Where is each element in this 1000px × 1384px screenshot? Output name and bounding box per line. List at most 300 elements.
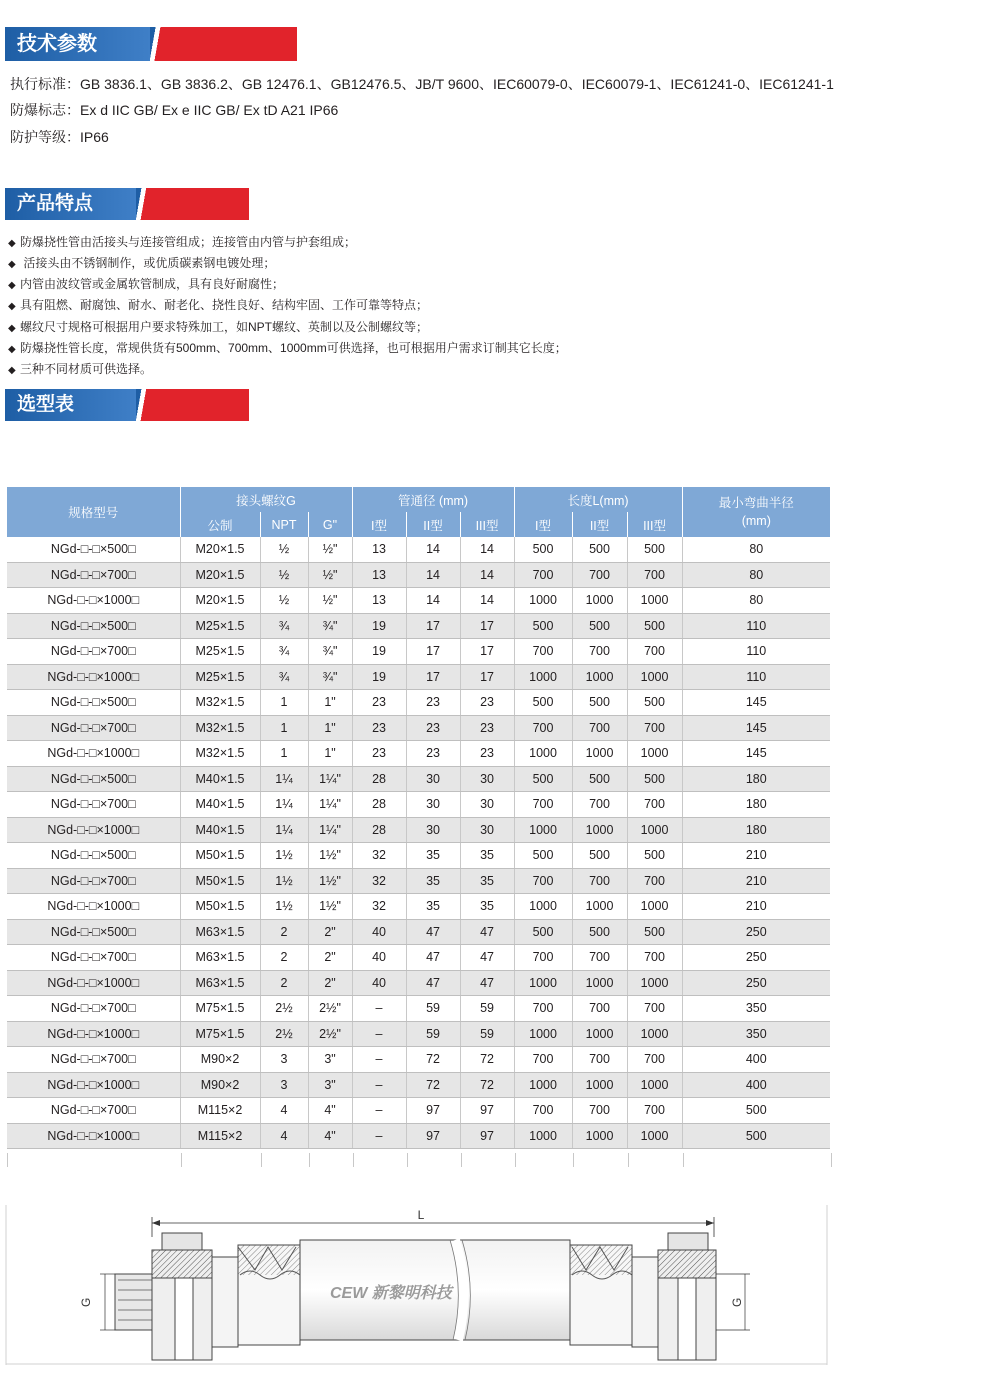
col-header-bend-radius: 最小弯曲半径 (mm) [682, 487, 830, 537]
spec-value: Ex d IIC GB/ Ex e IIC GB/ Ex tD A21 IP66 [80, 102, 339, 118]
cell-npt: 3 [260, 1072, 308, 1098]
cell-g-thread: 1½" [308, 843, 352, 869]
cell-bore-ii: 17 [406, 664, 460, 690]
cell-bend-radius: 110 [682, 639, 830, 665]
cell-bore-i: – [352, 1047, 406, 1073]
table-row [7, 537, 830, 562]
cell-length-i: 1000 [514, 664, 572, 690]
hose-drawing [0, 1195, 1000, 1384]
cell-bore-ii: 72 [406, 1072, 460, 1098]
cell-npt: 4 [260, 1098, 308, 1124]
g-label-left: G [79, 1297, 93, 1307]
cell-length-iii: 1000 [627, 1072, 682, 1098]
cell-g-thread: ½" [308, 588, 352, 614]
cell-length-i: 700 [514, 1047, 572, 1073]
cell-length-ii: 700 [572, 639, 627, 665]
feature-item [8, 233, 356, 250]
cell-bore-i: 23 [352, 690, 406, 716]
cell-bore-i: 40 [352, 970, 406, 996]
cell-npt: 4 [260, 1123, 308, 1149]
cell-npt: ½ [260, 562, 308, 588]
bullet-icon: ◆ [8, 280, 16, 291]
cell-bore-ii: 35 [406, 868, 460, 894]
cell-bore-ii: 30 [406, 792, 460, 818]
cell-bore-iii: 97 [460, 1098, 514, 1124]
cell-npt: 2 [260, 919, 308, 945]
cell-g-thread: 1¼" [308, 766, 352, 792]
table-row [7, 690, 830, 716]
sub-header-length-type3: III型 [627, 512, 682, 537]
section-header-features [5, 188, 249, 220]
cell-length-i: 700 [514, 792, 572, 818]
cell-length-iii: 1000 [627, 1021, 682, 1047]
cell-bore-i: 19 [352, 664, 406, 690]
cell-bore-iii: 14 [460, 562, 514, 588]
cell-g-thread: 1" [308, 741, 352, 767]
cell-bore-ii: 72 [406, 1047, 460, 1073]
cell-length-ii: 1000 [572, 1123, 627, 1149]
cell-g-thread: 1½" [308, 868, 352, 894]
cell-bore-iii: 47 [460, 970, 514, 996]
cell-bore-i: 28 [352, 817, 406, 843]
cell-npt: 2 [260, 945, 308, 971]
cell-length-i: 1000 [514, 741, 572, 767]
table-row [7, 766, 830, 792]
cell-bore-ii: 35 [406, 843, 460, 869]
cell-g-thread: 2½" [308, 1021, 352, 1047]
cell-npt: ½ [260, 588, 308, 614]
cell-model: NGd-□-□×700□ [7, 1047, 180, 1073]
cell-model: NGd-□-□×500□ [7, 537, 180, 562]
cell-length-i: 1000 [514, 1021, 572, 1047]
cell-model: NGd-□-□×1000□ [7, 1072, 180, 1098]
cell-bend-radius: 80 [682, 588, 830, 614]
cell-model: NGd-□-□×500□ [7, 766, 180, 792]
cell-length-ii: 1000 [572, 1072, 627, 1098]
cell-length-ii: 700 [572, 792, 627, 818]
cell-bore-i: – [352, 1021, 406, 1047]
bullet-icon: ◆ [8, 238, 16, 249]
cell-bend-radius: 350 [682, 996, 830, 1022]
cell-bend-radius: 210 [682, 868, 830, 894]
cell-metric-thread: M90×2 [180, 1072, 260, 1098]
cell-length-iii: 1000 [627, 970, 682, 996]
cell-metric-thread: M63×1.5 [180, 919, 260, 945]
cell-model: NGd-□-□×700□ [7, 639, 180, 665]
cell-bore-ii: 47 [406, 919, 460, 945]
cell-length-iii: 700 [627, 945, 682, 971]
bullet-icon: ◆ [8, 259, 16, 270]
cell-bend-radius: 210 [682, 894, 830, 920]
sub-header-bore-type1: I型 [352, 512, 406, 537]
cell-length-i: 1000 [514, 970, 572, 996]
cell-bend-radius: 80 [682, 537, 830, 562]
cell-bore-iii: 23 [460, 715, 514, 741]
cell-bend-radius: 400 [682, 1047, 830, 1073]
cell-metric-thread: M115×2 [180, 1098, 260, 1124]
cell-length-ii: 500 [572, 537, 627, 562]
cell-bore-ii: 30 [406, 817, 460, 843]
cell-length-ii: 700 [572, 868, 627, 894]
cell-g-thread: 1¼" [308, 792, 352, 818]
feature-item [8, 360, 152, 377]
svg-text:CEW 新黎明科技: CEW 新黎明科技 [330, 1285, 452, 1302]
cell-bore-ii: 97 [406, 1123, 460, 1149]
cell-length-iii: 1000 [627, 817, 682, 843]
cell-length-i: 700 [514, 715, 572, 741]
cell-length-i: 1000 [514, 1123, 572, 1149]
section-header-selection [5, 389, 249, 421]
feature-text: 螺纹尺寸规格可根据用户要求特殊加工，如NPT螺纹、英制以及公制螺纹等； [20, 320, 429, 334]
cell-bore-iii: 59 [460, 1021, 514, 1047]
cell-length-i: 500 [514, 613, 572, 639]
cell-metric-thread: M25×1.5 [180, 639, 260, 665]
cell-metric-thread: M25×1.5 [180, 664, 260, 690]
cell-bore-iii: 59 [460, 996, 514, 1022]
cell-metric-thread: M63×1.5 [180, 945, 260, 971]
cell-length-i: 1000 [514, 1072, 572, 1098]
bullet-icon: ◆ [8, 301, 16, 312]
cell-model: NGd-□-□×1000□ [7, 588, 180, 614]
cell-npt: 2½ [260, 1021, 308, 1047]
table-row [7, 1072, 830, 1098]
cell-npt: 1½ [260, 843, 308, 869]
cell-bore-iii: 14 [460, 588, 514, 614]
cell-length-iii: 700 [627, 562, 682, 588]
cell-bend-radius: 145 [682, 741, 830, 767]
table-row [7, 639, 830, 665]
table-row [7, 715, 830, 741]
cell-length-ii: 500 [572, 766, 627, 792]
bullet-icon: ◆ [8, 323, 16, 334]
cell-bore-iii: 72 [460, 1072, 514, 1098]
cell-g-thread: ¾" [308, 639, 352, 665]
cell-length-iii: 500 [627, 766, 682, 792]
cell-bend-radius: 350 [682, 1021, 830, 1047]
cell-bore-iii: 47 [460, 919, 514, 945]
cell-metric-thread: M40×1.5 [180, 817, 260, 843]
table-row [7, 1098, 830, 1124]
cell-metric-thread: M40×1.5 [180, 792, 260, 818]
cell-length-ii: 500 [572, 690, 627, 716]
cell-length-i: 500 [514, 919, 572, 945]
cell-bend-radius: 250 [682, 919, 830, 945]
spec-ex-mark [10, 100, 338, 120]
feature-item [8, 339, 567, 356]
cell-metric-thread: M40×1.5 [180, 766, 260, 792]
section-title: 选型表 [5, 389, 136, 421]
cell-npt: 1 [260, 741, 308, 767]
table-row [7, 868, 830, 894]
cell-bore-i: 32 [352, 843, 406, 869]
feature-item [8, 275, 284, 292]
cell-bore-i: 19 [352, 613, 406, 639]
cell-model: NGd-□-□×700□ [7, 715, 180, 741]
feature-text: 活接头由不锈钢制作，或优质碳素钢电镀处理； [20, 256, 276, 270]
cell-npt: 1 [260, 715, 308, 741]
cell-length-ii: 500 [572, 843, 627, 869]
cell-bore-iii: 47 [460, 945, 514, 971]
cell-bend-radius: 145 [682, 690, 830, 716]
cell-bore-i: 28 [352, 792, 406, 818]
cell-bore-i: 13 [352, 537, 406, 562]
cell-model: NGd-□-□×1000□ [7, 664, 180, 690]
cell-npt: 3 [260, 1047, 308, 1073]
section-title: 技术参数 [5, 27, 150, 61]
cell-bend-radius: 500 [682, 1123, 830, 1149]
cell-bore-ii: 97 [406, 1098, 460, 1124]
sub-header-bore-type2: II型 [406, 512, 460, 537]
cell-npt: 2 [260, 970, 308, 996]
feature-text: 三种不同材质可供选择。 [20, 362, 153, 376]
cell-bore-ii: 35 [406, 894, 460, 920]
cell-bore-i: 13 [352, 562, 406, 588]
cell-bore-i: 23 [352, 741, 406, 767]
feature-text: 具有阻燃、耐腐蚀、耐水、耐老化、挠性良好、结构牢固、工作可靠等特点； [20, 298, 429, 312]
table-row [7, 894, 830, 920]
cell-bore-i: 32 [352, 894, 406, 920]
cell-metric-thread: M20×1.5 [180, 537, 260, 562]
cell-g-thread: ½" [308, 537, 352, 562]
cell-g-thread: 3" [308, 1072, 352, 1098]
feature-text: 内管由波纹管或金属软管制成，具有良好耐腐性； [20, 277, 285, 291]
cell-length-i: 500 [514, 766, 572, 792]
cell-model: NGd-□-□×500□ [7, 690, 180, 716]
table-row [7, 919, 830, 945]
cell-g-thread: 2" [308, 970, 352, 996]
cell-length-i: 500 [514, 843, 572, 869]
table-tail [7, 1153, 831, 1167]
g-label-right: G [730, 1297, 744, 1307]
cell-bore-ii: 14 [406, 562, 460, 588]
cell-length-i: 700 [514, 639, 572, 665]
cell-length-ii: 1000 [572, 894, 627, 920]
cell-length-iii: 700 [627, 1098, 682, 1124]
feature-text: 防爆挠性管由活接头与连接管组成；连接管由内管与护套组成； [20, 235, 357, 249]
cell-g-thread: 1" [308, 690, 352, 716]
cell-bore-ii: 23 [406, 690, 460, 716]
cell-bore-iii: 23 [460, 690, 514, 716]
table-row [7, 613, 830, 639]
cell-g-thread: ¾" [308, 664, 352, 690]
cell-model: NGd-□-□×1000□ [7, 1021, 180, 1047]
cell-model: NGd-□-□×1000□ [7, 894, 180, 920]
cell-npt: ½ [260, 537, 308, 562]
cell-bore-i: 13 [352, 588, 406, 614]
cell-model: NGd-□-□×1000□ [7, 970, 180, 996]
cell-npt: 2½ [260, 996, 308, 1022]
cell-length-iii: 500 [627, 613, 682, 639]
cell-bend-radius: 400 [682, 1072, 830, 1098]
cell-model: NGd-□-□×500□ [7, 613, 180, 639]
table-row [7, 970, 830, 996]
selection-table [7, 487, 830, 1149]
feature-item [8, 254, 275, 271]
cell-bore-iii: 97 [460, 1123, 514, 1149]
cell-npt: 1¼ [260, 792, 308, 818]
cell-length-ii: 700 [572, 562, 627, 588]
cell-metric-thread: M50×1.5 [180, 843, 260, 869]
cell-length-ii: 1000 [572, 664, 627, 690]
bullet-icon: ◆ [8, 344, 16, 355]
brand-logo [330, 1284, 455, 1302]
bullet-icon: ◆ [8, 365, 16, 376]
cell-length-iii: 700 [627, 868, 682, 894]
spec-value: IP66 [80, 129, 109, 145]
cell-bore-iii: 72 [460, 1047, 514, 1073]
cell-bore-i: 19 [352, 639, 406, 665]
spec-label: 执行标准： [10, 76, 80, 92]
section-header-tech [5, 27, 297, 61]
cell-model: NGd-□-□×500□ [7, 843, 180, 869]
cell-length-iii: 1000 [627, 894, 682, 920]
feature-item [8, 318, 428, 335]
cell-metric-thread: M63×1.5 [180, 970, 260, 996]
spec-label: 防护等级： [10, 129, 80, 145]
cell-bend-radius: 110 [682, 613, 830, 639]
sub-header-bore-type3: III型 [460, 512, 514, 537]
table-row [7, 843, 830, 869]
cell-bore-iii: 30 [460, 817, 514, 843]
cell-bore-i: – [352, 996, 406, 1022]
cell-length-iii: 500 [627, 537, 682, 562]
col-header-bore: 管通径 (mm) [352, 487, 514, 512]
table-row [7, 664, 830, 690]
spec-protection [10, 127, 109, 147]
cell-g-thread: 2" [308, 945, 352, 971]
cell-metric-thread: M75×1.5 [180, 1021, 260, 1047]
cell-g-thread: 1½" [308, 894, 352, 920]
cell-model: NGd-□-□×700□ [7, 996, 180, 1022]
cell-length-ii: 1000 [572, 588, 627, 614]
cell-npt: ¾ [260, 639, 308, 665]
cell-model: NGd-□-□×1000□ [7, 741, 180, 767]
cell-bore-ii: 59 [406, 996, 460, 1022]
cell-length-iii: 1000 [627, 588, 682, 614]
cell-model: NGd-□-□×500□ [7, 919, 180, 945]
cell-bore-i: – [352, 1072, 406, 1098]
cell-bore-i: – [352, 1123, 406, 1149]
table-row [7, 792, 830, 818]
cell-npt: 1¼ [260, 766, 308, 792]
cell-length-iii: 1000 [627, 1123, 682, 1149]
cell-metric-thread: M90×2 [180, 1047, 260, 1073]
cell-metric-thread: M32×1.5 [180, 741, 260, 767]
cell-bend-radius: 210 [682, 843, 830, 869]
cell-length-i: 1000 [514, 588, 572, 614]
cell-model: NGd-□-□×700□ [7, 562, 180, 588]
cell-length-ii: 700 [572, 945, 627, 971]
cell-length-i: 700 [514, 996, 572, 1022]
sub-header-length-type2: II型 [572, 512, 627, 537]
cell-length-iii: 700 [627, 639, 682, 665]
cell-length-ii: 1000 [572, 1021, 627, 1047]
cell-npt: ¾ [260, 613, 308, 639]
cell-bore-iii: 35 [460, 868, 514, 894]
cell-metric-thread: M50×1.5 [180, 894, 260, 920]
cell-length-ii: 700 [572, 996, 627, 1022]
cell-bore-i: 28 [352, 766, 406, 792]
cell-npt: 1½ [260, 894, 308, 920]
cell-bend-radius: 250 [682, 945, 830, 971]
cell-model: NGd-□-□×700□ [7, 945, 180, 971]
cell-length-i: 500 [514, 690, 572, 716]
col-header-length: 长度L(mm) [514, 487, 682, 512]
sub-header-npt: NPT [260, 512, 308, 537]
cell-bend-radius: 180 [682, 792, 830, 818]
cell-length-iii: 700 [627, 792, 682, 818]
col-header-thread: 接头螺纹G [180, 487, 352, 512]
feature-item [8, 296, 428, 313]
cell-length-ii: 500 [572, 919, 627, 945]
cell-bend-radius: 80 [682, 562, 830, 588]
cell-bore-i: – [352, 1098, 406, 1124]
cell-bore-i: 23 [352, 715, 406, 741]
cell-bore-iii: 35 [460, 894, 514, 920]
cell-bore-iii: 23 [460, 741, 514, 767]
cell-bore-iii: 14 [460, 537, 514, 562]
cell-length-iii: 700 [627, 1047, 682, 1073]
cell-model: NGd-□-□×700□ [7, 792, 180, 818]
cell-g-thread: 4" [308, 1123, 352, 1149]
cell-model: NGd-□-□×700□ [7, 1098, 180, 1124]
cell-bore-ii: 47 [406, 945, 460, 971]
cell-npt: ¾ [260, 664, 308, 690]
cell-length-i: 700 [514, 1098, 572, 1124]
feature-text: 防爆挠性管长度，常规供货有500mm、700mm、1000mm可供选择，也可根据用户需求订制其它长度； [20, 341, 567, 355]
cell-g-thread: 2" [308, 919, 352, 945]
cell-length-ii: 1000 [572, 817, 627, 843]
sub-header-g: G" [308, 512, 352, 537]
cell-bore-iii: 17 [460, 664, 514, 690]
table-row [7, 1021, 830, 1047]
sub-header-length-type1: I型 [514, 512, 572, 537]
table-row [7, 741, 830, 767]
cell-metric-thread: M50×1.5 [180, 868, 260, 894]
cell-bore-ii: 14 [406, 588, 460, 614]
cell-npt: 1½ [260, 868, 308, 894]
cell-bore-ii: 17 [406, 639, 460, 665]
cell-length-i: 700 [514, 945, 572, 971]
cell-length-i: 1000 [514, 894, 572, 920]
cell-length-iii: 1000 [627, 664, 682, 690]
cell-bore-i: 32 [352, 868, 406, 894]
cell-metric-thread: M115×2 [180, 1123, 260, 1149]
cell-bore-ii: 14 [406, 537, 460, 562]
cell-bend-radius: 180 [682, 817, 830, 843]
cell-g-thread: ½" [308, 562, 352, 588]
cell-bore-ii: 17 [406, 613, 460, 639]
cell-npt: 1¼ [260, 817, 308, 843]
cell-bore-iii: 17 [460, 613, 514, 639]
cell-length-i: 700 [514, 562, 572, 588]
spec-standard [10, 74, 834, 94]
cell-metric-thread: M20×1.5 [180, 588, 260, 614]
cell-g-thread: 4" [308, 1098, 352, 1124]
cell-bore-iii: 17 [460, 639, 514, 665]
sub-header-metric: 公制 [180, 512, 260, 537]
cell-length-ii: 700 [572, 715, 627, 741]
cell-bore-iii: 30 [460, 766, 514, 792]
cell-model: NGd-□-□×700□ [7, 868, 180, 894]
cell-g-thread: 1" [308, 715, 352, 741]
table-row [7, 1123, 830, 1149]
section-title: 产品特点 [5, 188, 136, 220]
table-row [7, 588, 830, 614]
cell-bore-ii: 30 [406, 766, 460, 792]
cell-length-iii: 1000 [627, 741, 682, 767]
cell-bore-iii: 30 [460, 792, 514, 818]
